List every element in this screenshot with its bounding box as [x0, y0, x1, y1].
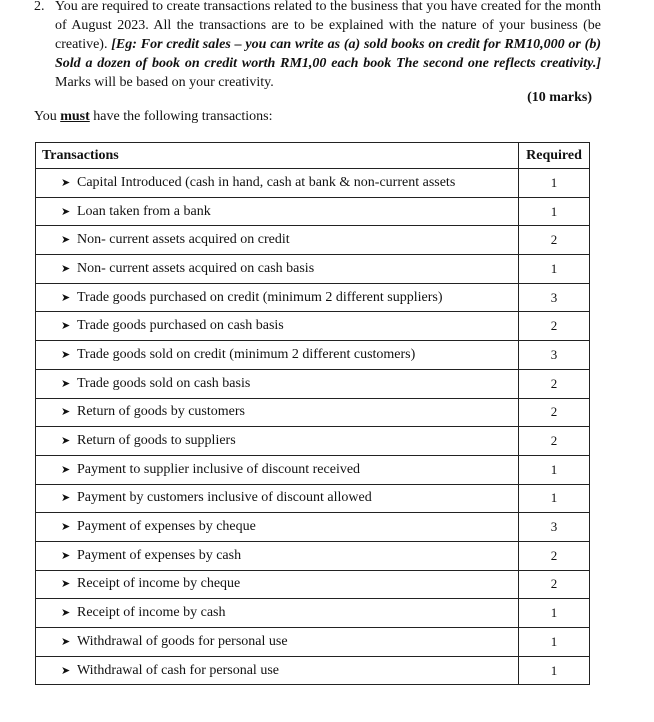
instruction-before: You [34, 109, 61, 124]
transaction-cell [36, 369, 519, 398]
table-row [36, 341, 590, 370]
table-row [36, 427, 590, 456]
arrow-bullet-icon: ➤ [61, 521, 71, 534]
transaction-cell [36, 513, 519, 542]
transaction-cell [36, 484, 519, 513]
arrow-bullet-icon: ➤ [61, 176, 71, 189]
required-count: 1 [519, 169, 590, 198]
transaction-cell [36, 427, 519, 456]
transaction-cell [36, 628, 519, 657]
transaction-label: Loan taken from a bank [77, 203, 211, 219]
transaction-cell [36, 312, 519, 341]
table-row [36, 513, 590, 542]
transaction-label: Trade goods sold on cash basis [77, 375, 251, 391]
arrow-bullet-icon: ➤ [61, 262, 71, 275]
arrow-bullet-icon: ➤ [61, 320, 71, 333]
question-number: 2. [34, 0, 45, 14]
transaction-label: Trade goods purchased on cash basis [77, 318, 284, 334]
arrow-bullet-icon: ➤ [61, 549, 71, 562]
transaction-cell [36, 455, 519, 484]
required-count: 1 [519, 455, 590, 484]
table-row [36, 369, 590, 398]
transaction-label: Payment of expenses by cash [77, 547, 242, 563]
required-count: 2 [519, 226, 590, 255]
table-row [36, 656, 590, 685]
transaction-cell [36, 398, 519, 427]
arrow-bullet-icon: ➤ [61, 234, 71, 247]
required-count: 1 [519, 255, 590, 284]
required-count: 2 [519, 570, 590, 599]
transaction-label: Return of goods to suppliers [77, 433, 236, 449]
table-header-row [36, 143, 590, 169]
transaction-cell [36, 226, 519, 255]
arrow-bullet-icon: ➤ [61, 435, 71, 448]
transaction-label: Payment to supplier inclusive of discount received [77, 461, 361, 477]
question-example: [Eg: For credit sales – you can write as (a) sold books on credit for RM10,000 or (b) Sold a dozen of book on credit worth RM1,00 each book The second one reflects creativity.] [55, 37, 601, 71]
arrow-bullet-icon: ➤ [61, 463, 71, 476]
required-count: 1 [519, 197, 590, 226]
transaction-label: Non- current assets acquired on cash basis [77, 260, 315, 276]
transactions-table [35, 142, 590, 685]
arrow-bullet-icon: ➤ [61, 492, 71, 505]
required-count: 2 [519, 541, 590, 570]
required-count: 2 [519, 398, 590, 427]
transaction-label: Trade goods sold on credit (minimum 2 different customers) [77, 346, 416, 362]
required-count: 1 [519, 484, 590, 513]
transaction-cell [36, 656, 519, 685]
required-count: 3 [519, 283, 590, 312]
transaction-label: Receipt of income by cheque [77, 576, 241, 592]
arrow-bullet-icon: ➤ [61, 348, 71, 361]
required-count: 2 [519, 427, 590, 456]
arrow-bullet-icon: ➤ [61, 205, 71, 218]
instruction-must: must [60, 109, 90, 124]
table-row [36, 455, 590, 484]
required-count: 3 [519, 341, 590, 370]
table-row [36, 541, 590, 570]
arrow-bullet-icon: ➤ [61, 664, 71, 677]
arrow-bullet-icon: ➤ [61, 406, 71, 419]
transaction-label: Capital Introduced (cash in hand, cash at bank & non-current assets [77, 174, 456, 190]
transaction-label: Trade goods purchased on credit (minimum 2 different suppliers) [77, 289, 443, 305]
transaction-cell [36, 341, 519, 370]
transaction-cell [36, 169, 519, 198]
required-count: 2 [519, 312, 590, 341]
table-row [36, 226, 590, 255]
question-tail: Marks will be based on your creativity. [55, 75, 274, 90]
transaction-label: Payment by customers inclusive of discount allowed [77, 490, 372, 506]
transaction-label: Payment of expenses by cheque [77, 519, 256, 535]
transaction-cell [36, 255, 519, 284]
arrow-bullet-icon: ➤ [61, 377, 71, 390]
transaction-cell [36, 197, 519, 226]
arrow-bullet-icon: ➤ [61, 291, 71, 304]
required-count: 1 [519, 656, 590, 685]
question-text [55, 0, 601, 92]
header-transactions: Transactions [36, 143, 519, 169]
arrow-bullet-icon: ➤ [61, 635, 71, 648]
table-row [36, 570, 590, 599]
instruction-after: have the following transactions: [89, 109, 273, 124]
table-row [36, 628, 590, 657]
instruction [34, 109, 273, 125]
marks-label: (10 marks) [527, 90, 592, 105]
table-row [36, 169, 590, 198]
table-row [36, 283, 590, 312]
table-row [36, 197, 590, 226]
transaction-cell [36, 599, 519, 628]
header-required: Required [519, 143, 590, 169]
required-count: 1 [519, 628, 590, 657]
table-row [36, 484, 590, 513]
required-count: 3 [519, 513, 590, 542]
transaction-label: Non- current assets acquired on credit [77, 232, 290, 248]
table-row [36, 312, 590, 341]
table-row [36, 255, 590, 284]
transaction-label: Return of goods by customers [77, 404, 245, 420]
transaction-cell [36, 283, 519, 312]
transaction-label: Withdrawal of cash for personal use [77, 662, 279, 678]
transaction-cell [36, 541, 519, 570]
transaction-label: Withdrawal of goods for personal use [77, 633, 288, 649]
arrow-bullet-icon: ➤ [61, 578, 71, 591]
question-intro: You are required to create transactions related to the business that you have created for the month of August 2023. All the transactions are to be explained with the nature of your business (be creative). [55, 0, 601, 52]
transaction-label: Receipt of income by cash [77, 605, 226, 621]
required-count: 1 [519, 599, 590, 628]
transaction-cell [36, 570, 519, 599]
table-row [36, 599, 590, 628]
table-row [36, 398, 590, 427]
arrow-bullet-icon: ➤ [61, 607, 71, 620]
required-count: 2 [519, 369, 590, 398]
